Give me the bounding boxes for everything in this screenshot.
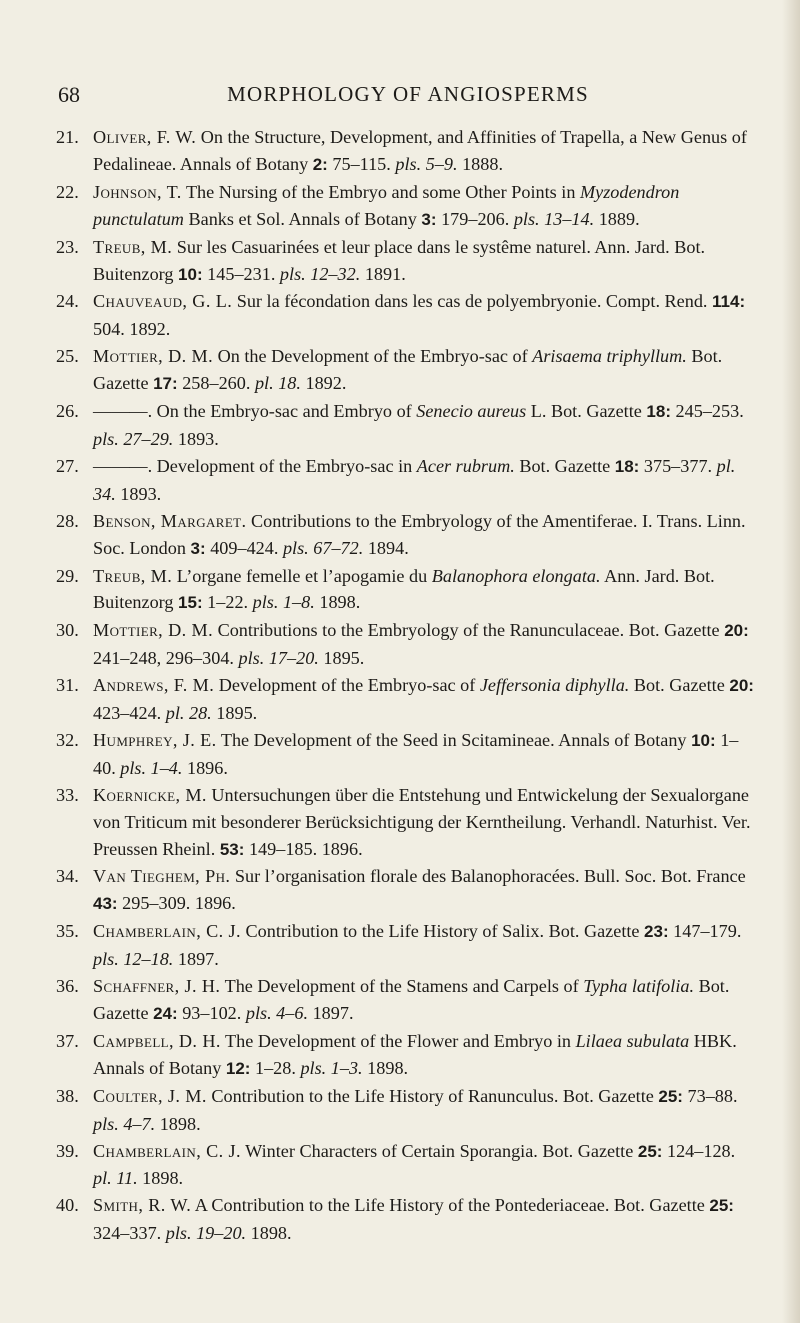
reference-italic-text: pls. 19–20.: [165, 1223, 247, 1244]
reference-volume: 114:: [712, 292, 746, 312]
reference-italic-text: pls. 12–18.: [93, 949, 174, 970]
reference-text: On the Development of the Embryo-sac of: [213, 346, 533, 367]
reference-text: 1–40.: [93, 729, 739, 778]
reference-text: Sur les Casuarinées et leur place dans le systême naturel. Ann. Jard. Bot. Buitenzorg: [93, 236, 706, 284]
reference-number: 40.: [56, 1195, 79, 1216]
reference-number: 32.: [56, 729, 79, 750]
reference-volume: 17:: [153, 374, 178, 394]
reference-text: 1898.: [155, 1113, 201, 1134]
reference-entry: [56, 1028, 758, 1083]
reference-italic-text: pls. 13–14.: [513, 208, 595, 229]
reference-list: [56, 124, 758, 1247]
reference-italic-text: Typha latifolia.: [583, 976, 695, 997]
reference-text: The Development of the Seed in Scitamineae. Annals of Botany: [216, 729, 692, 750]
reference-text: 1893.: [115, 483, 162, 504]
reference-author: Smith, R. W.: [93, 1195, 192, 1216]
reference-number: 29.: [56, 565, 79, 586]
reference-entry: [56, 343, 758, 398]
reference-volume: 2:: [312, 154, 328, 174]
reference-entry: [56, 727, 758, 782]
reference-number: 38.: [56, 1085, 79, 1106]
reference-text: L. Bot. Gazette: [526, 401, 647, 422]
reference-number: 37.: [56, 1030, 79, 1051]
reference-text: 409–424.: [205, 537, 283, 558]
reference-number: 34.: [56, 866, 79, 887]
reference-author: Humphrey, J. E.: [93, 729, 217, 750]
reference-text: ———. On the Embryo-sac and Embryo of: [93, 401, 417, 422]
page-number: 68: [58, 82, 80, 107]
reference-entry: [56, 973, 758, 1028]
reference-italic-text: Senecio aureus: [416, 401, 527, 422]
reference-author: Chamberlain, C. J.: [93, 1140, 241, 1161]
reference-volume: 18:: [614, 456, 640, 476]
reference-number: 39.: [56, 1140, 79, 1161]
reference-author: Treub, M.: [93, 565, 173, 586]
reference-volume: 15:: [178, 593, 203, 613]
reference-number: 23.: [56, 236, 79, 257]
reference-entry: [56, 453, 758, 508]
reference-text: 147–179.: [668, 921, 742, 942]
reference-author: Johnson, T.: [93, 181, 182, 202]
reference-entry: [56, 863, 758, 918]
reference-text: HBK. Annals of Botany: [93, 1030, 737, 1078]
reference-text: 1895.: [318, 648, 365, 669]
reference-text: Ann. Jard. Bot. Buitenzorg: [93, 565, 715, 613]
reference-text: 1898.: [137, 1168, 184, 1189]
reference-number: 21.: [56, 127, 79, 147]
reference-volume: 23:: [644, 922, 669, 942]
reference-volume: 12:: [225, 1058, 251, 1078]
reference-author: Chauveaud, G. L.: [93, 291, 233, 312]
reference-text: Banks et Sol. Annals of Botany: [183, 208, 422, 229]
reference-volume: 25:: [637, 1141, 663, 1161]
reference-text: Bot. Gazette: [629, 675, 730, 696]
reference-text: 258–260.: [177, 373, 255, 394]
reference-text: 1898.: [314, 592, 361, 613]
reference-number: 24.: [56, 291, 79, 312]
reference-italic-text: Lilaea subulata: [575, 1030, 690, 1051]
reference-text: Sur l’organisation florale des Balanophoracées. Bull. Soc. Bot. France: [230, 866, 746, 887]
reference-italic-text: Balanophora elongata.: [431, 565, 601, 586]
reference-text: 423–424.: [93, 703, 166, 724]
reference-number: 27.: [56, 455, 79, 476]
reference-number: 28.: [56, 510, 79, 531]
reference-volume: 43:: [93, 894, 118, 914]
reference-text: Winter Characters of Certain Sporangia. Bot. Gazette: [240, 1140, 638, 1161]
reference-italic-text: Arisaema triphyllum.: [532, 346, 687, 367]
reference-italic-text: Myzodendron punctulatum: [93, 181, 680, 229]
reference-text: 1891.: [360, 263, 406, 284]
reference-text: 324–337.: [93, 1223, 166, 1244]
reference-entry: [56, 234, 758, 289]
reference-italic-text: pls. 12–32.: [279, 263, 361, 284]
reference-volume: 3:: [421, 209, 437, 229]
reference-italic-text: pls. 17–20.: [238, 648, 319, 669]
reference-entry: [56, 288, 758, 343]
reference-author: Campbell, D. H.: [93, 1030, 221, 1051]
reference-italic-text: Acer rubrum.: [416, 455, 515, 476]
reference-text: 149–185. 1896.: [244, 838, 363, 859]
reference-text: The Development of the Stamens and Carpels of: [220, 976, 584, 997]
reference-italic-text: pls. 1–4.: [120, 757, 183, 778]
reference-text: 245–253.: [670, 401, 744, 422]
reference-volume: 18:: [646, 402, 671, 422]
reference-text: 241–248, 296–304.: [93, 648, 239, 669]
reference-author: Coulter, J. M.: [93, 1085, 207, 1106]
reference-text: L’organe femelle et l’apogamie du: [172, 565, 432, 586]
reference-text: A Contribution to the Life History of the Pontederiaceae. Bot. Gazette: [191, 1195, 710, 1216]
reference-entry: [56, 617, 758, 672]
reference-author: Andrews, F. M.: [93, 675, 215, 696]
reference-entry: [56, 508, 758, 563]
reference-number: 36.: [56, 976, 79, 997]
reference-volume: 10:: [178, 264, 203, 284]
reference-text: Contribution to the Life History of Salix. Bot. Gazette: [240, 921, 645, 942]
reference-text: Contributions to the Embryology of the Amentiferae. I. Trans. Linn. Soc. London: [93, 510, 746, 558]
reference-text: 75–115.: [327, 153, 396, 174]
reference-text: 1889.: [594, 208, 640, 229]
reference-italic-text: pl. 28.: [165, 703, 212, 724]
page-header: [58, 82, 758, 112]
reference-volume: 20:: [729, 676, 754, 696]
reference-text: On the Structure, Development, and Affinities of Trapella, a New Genus of Pedalineae. Annals of Botany: [93, 127, 747, 174]
reference-text: 73–88.: [682, 1085, 738, 1106]
reference-text: 1897.: [173, 949, 219, 970]
reference-text: 1–28.: [250, 1057, 301, 1078]
reference-author: Treub, M.: [93, 236, 173, 257]
running-head: MORPHOLOGY OF ANGIOSPERMS: [227, 82, 589, 106]
reference-text: 1898.: [246, 1223, 292, 1244]
reference-entry: [56, 124, 758, 179]
reference-text: 1895.: [211, 703, 258, 724]
reference-text: 295–309. 1896.: [117, 893, 236, 914]
page-edge-shadow: [782, 0, 800, 1323]
reference-italic-text: pls. 1–3.: [300, 1057, 363, 1078]
reference-entry: [56, 563, 758, 618]
reference-italic-text: pls. 67–72.: [282, 537, 364, 558]
reference-text: Bot. Gazette: [93, 346, 723, 394]
reference-text: 1897.: [308, 1003, 354, 1023]
reference-text: 1888.: [457, 153, 503, 174]
reference-text: The Nursing of the Embryo and some Other Points in: [181, 181, 580, 202]
reference-text: 375–377.: [639, 455, 717, 476]
reference-text: 1898.: [362, 1057, 409, 1078]
reference-text: Development of the Embryo-sac of: [214, 675, 480, 696]
reference-text: The Development of the Flower and Embryo in: [220, 1030, 576, 1051]
reference-author: Oliver, F. W.: [93, 127, 197, 147]
reference-volume: 20:: [724, 621, 749, 641]
reference-volume: 53:: [219, 839, 245, 859]
reference-volume: 25:: [658, 1086, 683, 1106]
reference-text: 145–231.: [202, 263, 280, 284]
reference-entry: [56, 1083, 758, 1138]
reference-italic-text: pl. 34.: [93, 455, 736, 504]
reference-author: Koernicke, M.: [93, 784, 207, 805]
reference-text: 179–206.: [436, 208, 514, 229]
reference-text: Sur la fécondation dans les cas de polyembryonie. Compt. Rend.: [232, 291, 713, 312]
reference-text: 1894.: [363, 537, 409, 558]
reference-italic-text: Jeffersonia diphylla.: [479, 675, 630, 696]
reference-volume: 3:: [190, 538, 206, 558]
reference-text: 124–128.: [662, 1140, 736, 1161]
reference-author: Benson, Margaret.: [93, 510, 247, 531]
reference-text: 1893.: [173, 428, 219, 449]
reference-text: 504. 1892.: [93, 319, 171, 340]
reference-entry: [56, 1192, 758, 1247]
reference-number: 31.: [56, 675, 79, 696]
reference-author: Schaffner, J. H.: [93, 976, 221, 997]
reference-text: 1896.: [182, 757, 228, 778]
reference-entry: [56, 179, 758, 234]
reference-text: Bot. Gazette: [93, 976, 730, 1023]
reference-text: Contribution to the Life History of Ranunculus. Bot. Gazette: [206, 1085, 659, 1106]
reference-text: 93–102.: [177, 1003, 246, 1023]
reference-author: Mottier, D. M.: [93, 620, 214, 641]
reference-number: 22.: [56, 181, 79, 202]
reference-volume: 24:: [153, 1004, 178, 1023]
reference-entry: [56, 672, 758, 727]
reference-author: Chamberlain, C. J.: [93, 921, 241, 942]
reference-entry: [56, 918, 758, 973]
reference-number: 35.: [56, 921, 79, 942]
reference-text: 1–22.: [202, 592, 253, 613]
reference-text: Bot. Gazette: [514, 455, 615, 476]
reference-entry: [56, 782, 758, 864]
reference-number: 30.: [56, 620, 79, 641]
reference-author: Van Tieghem, Ph.: [93, 866, 231, 887]
reference-number: 25.: [56, 346, 79, 367]
reference-italic-text: pls. 5–9.: [395, 153, 458, 174]
reference-number: 33.: [56, 784, 79, 805]
reference-italic-text: pls. 1–8.: [252, 592, 315, 613]
reference-italic-text: pls. 4–6.: [245, 1003, 309, 1023]
reference-number: 26.: [56, 401, 79, 422]
reference-entry: [56, 398, 758, 453]
reference-text: 1892.: [300, 373, 347, 394]
reference-italic-text: pls. 4–7.: [93, 1113, 156, 1134]
reference-italic-text: pl. 18.: [254, 373, 301, 394]
reference-text: ———. Development of the Embryo-sac in: [93, 455, 417, 476]
reference-italic-text: pls. 27–29.: [93, 428, 174, 449]
reference-text: Untersuchungen über die Entstehung und Entwickelung der Sexualorgane von Triticum mit besonderer Berücksichtigung der Kerntheilung. Verhandl. Naturhist. Ver. Preussen Rheinl.: [93, 784, 751, 859]
reference-entry: [56, 1138, 758, 1193]
reference-volume: 10:: [691, 730, 716, 750]
reference-volume: 25:: [709, 1196, 734, 1216]
reference-author: Mottier, D. M.: [93, 346, 214, 367]
reference-italic-text: pl. 11.: [93, 1168, 138, 1189]
reference-text: Contributions to the Embryology of the Ranunculaceae. Bot. Gazette: [213, 620, 725, 641]
